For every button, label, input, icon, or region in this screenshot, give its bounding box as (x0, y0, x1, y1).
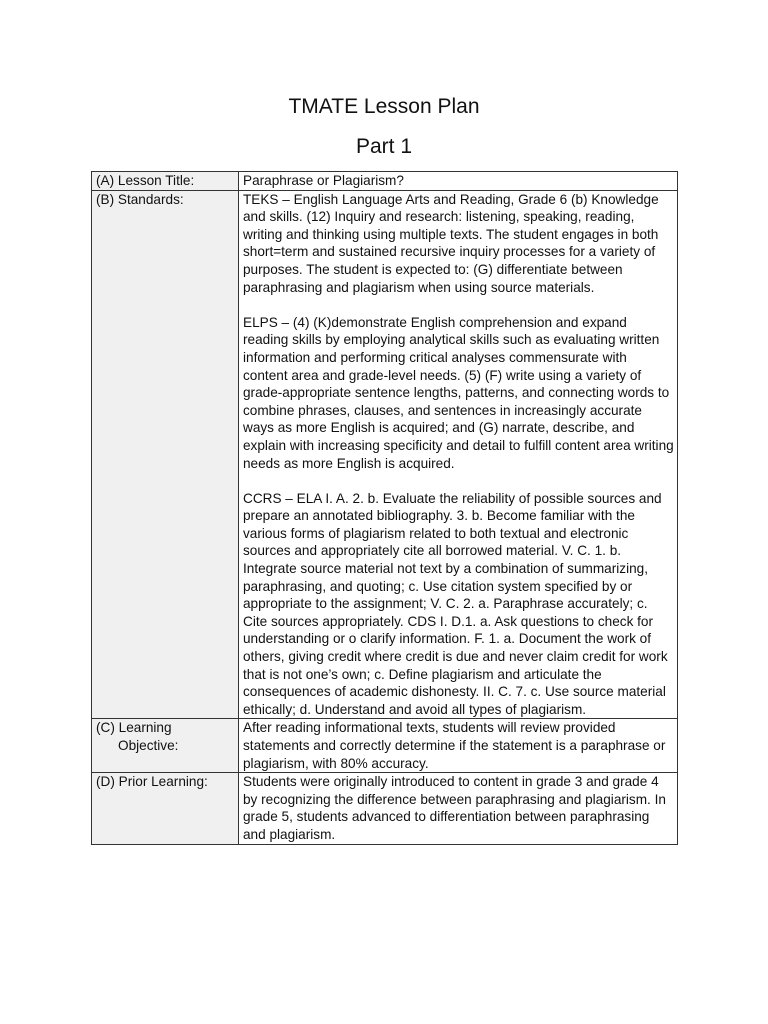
row-label-continuation: Objective: (118, 738, 179, 753)
lesson-plan-table (91, 171, 678, 845)
row-label: (B) Standards: (96, 191, 184, 207)
teks-standard-text: TEKS – English Language Arts and Reading, Grade 6 (b) Knowledge and skills. (12) Inquiry and research: listening, speaking, reading, writing and thinking using multiple texts. The student engages in both short=term and sustained recursive inquiry processes for a variety of purposes. The student is expected to: (G) differentiate between paraphrasing and plagiarism when using source materials. (243, 191, 659, 295)
document-subtitle: Part 1 (355, 135, 413, 158)
row-content-cell (239, 773, 678, 844)
row-label-cell (92, 773, 239, 844)
table-row-prior-learning (92, 773, 678, 844)
elps-standard-text: ELPS – (4) (K)demonstrate English comprehension and expand reading skills by employing analytical skills such as evaluating written information and performing critical analyses commensurate with content area and grade-level needs. (5) (F) write using a variety of grade-appropriate sentence lengths, patterns, and connecting words to combine phrases, clauses, and sentences in increasingly accurate ways as more English is acquired; and (G) narrate, describe, and explain with increasing specificity and detail to fulfill content area writing needs as more English is acquired. (243, 314, 674, 471)
row-content-cell (239, 190, 678, 719)
learning-objective-text: After reading informational texts, students will review provided statements and correctly determine if the statement is a paraphrase or plagiarism, with 80% accuracy. (243, 720, 666, 771)
row-label-cell (92, 719, 239, 773)
table-row-lesson-title (92, 172, 678, 191)
paragraph-gap (243, 472, 674, 490)
table-row-learning-objective (92, 719, 678, 773)
prior-learning-text: Students were originally introduced to content in grade 3 and grade 4 by recognizing the difference between paraphrasing and plagiarism. In grade 5, students advanced to differentiation between paraphrasing and plagiarism. (243, 774, 666, 842)
table-row-standards (92, 190, 678, 719)
row-content-cell (239, 719, 678, 773)
row-label-cell (92, 172, 239, 191)
row-label: (D) Prior Learning: (96, 774, 208, 790)
lesson-title-text: Paraphrase or Plagiarism? (243, 173, 404, 188)
document-title: TMATE Lesson Plan (288, 95, 480, 118)
row-content-cell (239, 172, 678, 191)
row-label-cell (92, 190, 239, 719)
row-label: (A) Lesson Title: (96, 173, 195, 188)
row-label: (C) Learning (96, 720, 172, 736)
paragraph-gap (243, 296, 674, 314)
ccrs-standard-text: CCRS – ELA I. A. 2. b. Evaluate the reliability of possible sources and prepare an annotated bibliography. 3. b. Become familiar with the various forms of plagiarism related to both textual and electronic sources and appropriately cite all borrowed material. V. C. 1. b. Integrate source material not text by a combination of summarizing, paraphrasing, and quoting; c. Use citation system specified by or appropriate to the assignment; V. C. 2. a. Paraphrase accurately; c. Cite sources appropriately. CDS I. D.1. a. Ask questions to check for understanding or o clarify information. F. 1. a. Document the work of others, giving credit where credit is due and never claim credit for work that is not one’s own; c. Define plagiarism and articulate the consequences of academic dishonesty. II. C. 7. c. Use source material ethically; d. Understand and avoid all types of plagiarism. (243, 490, 668, 717)
